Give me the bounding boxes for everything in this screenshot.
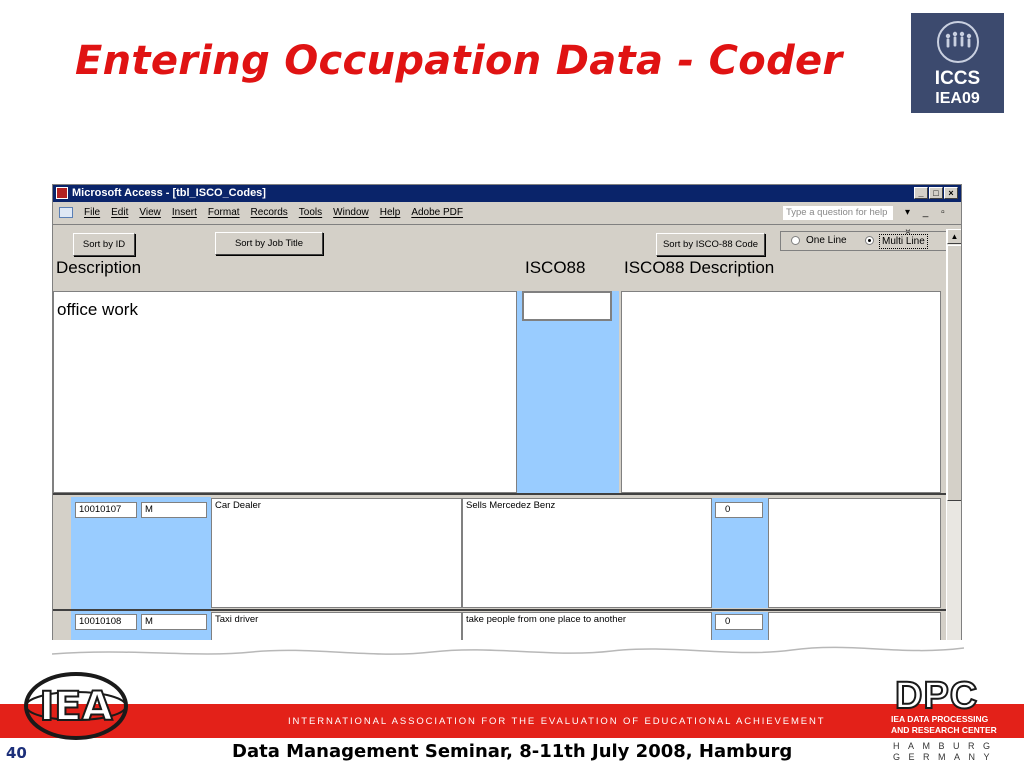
sort-by-job-title-button[interactable]: Sort by Job Title xyxy=(215,232,323,255)
iccs-logo xyxy=(911,13,1004,113)
menu-adobe-pdf[interactable]: Adobe PDF xyxy=(411,207,464,218)
description-header: Description xyxy=(56,258,142,277)
svg-text:IEA: IEA xyxy=(39,684,113,730)
torn-edge xyxy=(52,640,964,660)
record-sex-field[interactable]: M xyxy=(141,614,207,630)
dpc-logo-letters: DPC xyxy=(895,675,979,717)
access-screenshot xyxy=(52,184,962,646)
access-app-icon xyxy=(56,187,68,199)
record-isco-code-field[interactable]: 0 xyxy=(715,502,763,518)
menu-window[interactable]: Window xyxy=(333,207,369,218)
menu-file[interactable]: File xyxy=(84,207,101,218)
isco88-description-field[interactable] xyxy=(621,291,941,493)
menu-format[interactable]: Format xyxy=(207,207,240,218)
slide-title: Entering Occupation Data - Coder xyxy=(75,38,843,84)
menubar xyxy=(53,203,961,238)
footer-title: Data Management Seminar, 8-11th July 2008, Hamburg xyxy=(232,741,793,762)
sort-by-id-button[interactable]: Sort by ID xyxy=(73,233,135,256)
close-button[interactable]: × xyxy=(944,187,958,199)
menu-insert[interactable]: Insert xyxy=(171,207,197,218)
menu-view[interactable]: View xyxy=(139,207,161,218)
isco88-column-background xyxy=(517,291,619,493)
multi-line-radio[interactable] xyxy=(865,236,874,245)
record-id-field[interactable]: 10010108 xyxy=(75,614,137,630)
iccs-logo-year: IEA09 xyxy=(935,90,980,107)
dpc-logo-subtitle: IEA DATA PROCESSING AND RESEARCH CENTER xyxy=(891,714,997,735)
window-titlebar xyxy=(53,185,961,202)
organization-banner-text: INTERNATIONAL ASSOCIATION FOR THE EVALUATION OF EDUCATIONAL ACHIEVEMENT xyxy=(288,716,826,727)
isco88-code-input[interactable] xyxy=(522,291,612,321)
description-value: office work xyxy=(57,300,138,319)
menu-records[interactable]: Records xyxy=(250,207,288,218)
menu-tools[interactable]: Tools xyxy=(298,207,323,218)
minimize-button[interactable]: _ xyxy=(914,187,928,199)
form-icon[interactable] xyxy=(59,207,73,218)
record-job-title-value: Taxi driver xyxy=(215,614,259,625)
dpc-logo-city: HAMBURG GERMANY xyxy=(893,741,999,762)
iea-logo xyxy=(21,670,131,742)
divider xyxy=(53,224,961,225)
isco88-description-header: ISCO88 Description xyxy=(624,258,775,277)
multi-line-label: Multi Line xyxy=(879,234,928,249)
divider xyxy=(53,493,946,495)
record-sex-field[interactable]: M xyxy=(141,502,207,518)
scroll-thumb[interactable] xyxy=(947,245,962,501)
people-circle-icon xyxy=(937,21,979,63)
record-selector[interactable] xyxy=(53,497,72,609)
menu-help[interactable]: Help xyxy=(379,207,401,218)
record-id-field[interactable]: 10010107 xyxy=(75,502,137,518)
display-mode-option-group xyxy=(780,231,956,251)
scroll-up-arrow-icon[interactable]: ▲ xyxy=(947,229,962,244)
iccs-logo-text: ICCS xyxy=(934,68,981,89)
vertical-scrollbar[interactable] xyxy=(946,229,962,646)
record-description-value: take people from one place to another xyxy=(466,614,627,625)
dpc-logo xyxy=(879,676,999,764)
record-job-title-value: Car Dealer xyxy=(215,500,261,511)
window-title: Microsoft Access - [tbl_ISCO_Codes] xyxy=(72,187,266,199)
help-search-input[interactable]: Type a question for help xyxy=(783,206,893,220)
sort-by-isco-code-button[interactable]: Sort by ISCO-88 Code xyxy=(656,233,765,256)
page-number: 40 xyxy=(6,744,27,762)
isco88-header: ISCO88 xyxy=(525,258,586,277)
record-isco-code-field[interactable]: 0 xyxy=(715,614,763,630)
record-description-field[interactable] xyxy=(462,498,712,608)
document-window-controls[interactable]: ▾ _ ▫ × xyxy=(905,207,950,238)
record-isco-description-field[interactable] xyxy=(768,498,941,608)
one-line-radio[interactable] xyxy=(791,236,800,245)
record-description-value: Sells Mercedez Benz xyxy=(466,500,556,511)
one-line-label: One Line xyxy=(806,235,847,246)
description-textarea[interactable] xyxy=(53,291,517,493)
record-job-title-field[interactable] xyxy=(211,498,462,608)
maximize-button[interactable]: □ xyxy=(929,187,943,199)
menu-edit[interactable]: Edit xyxy=(111,207,129,218)
